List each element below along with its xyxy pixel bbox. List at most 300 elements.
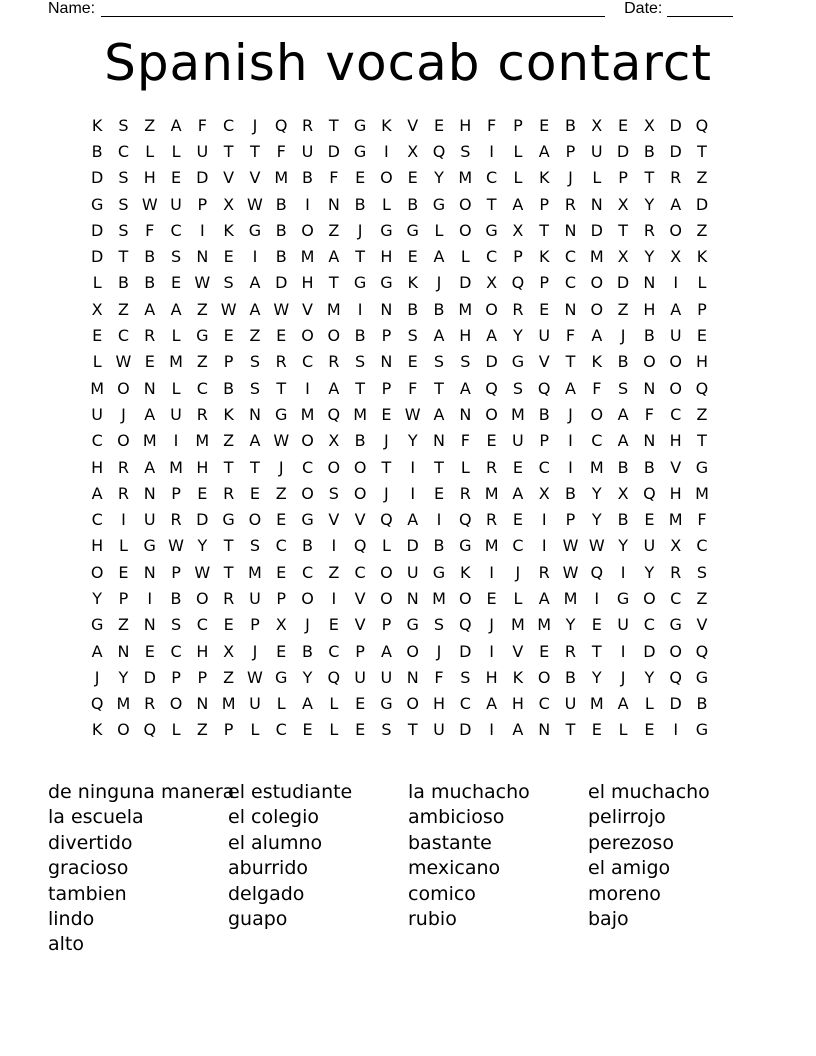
grid-letter: T: [381, 457, 392, 477]
grid-letter: A: [617, 431, 629, 451]
grid-letter: J: [384, 483, 389, 503]
grid-letter: C: [591, 431, 603, 451]
grid-letter: Z: [617, 299, 629, 319]
grid-letter: L: [460, 247, 470, 267]
word-list-item: gracioso: [48, 857, 129, 880]
word-list: [48, 780, 768, 958]
grid-letter: G: [695, 720, 709, 740]
grid-letter: I: [541, 510, 547, 530]
grid-letter: S: [355, 352, 366, 372]
grid-letter: G: [695, 457, 709, 477]
grid-letter: M: [484, 536, 499, 556]
grid-letter: I: [173, 431, 179, 451]
grid-letter: N: [143, 615, 156, 635]
grid-letter: E: [223, 247, 234, 267]
grid-letter: P: [565, 141, 576, 161]
grid-letter: S: [381, 720, 392, 740]
word-list-item: guapo: [228, 907, 288, 930]
grid-letter: G: [353, 141, 367, 161]
grid-letter: Y: [197, 536, 208, 556]
grid-letter: R: [538, 562, 550, 582]
grid-letter: M: [563, 588, 578, 608]
grid-letter: C: [538, 457, 550, 477]
grid-letter: G: [695, 667, 709, 687]
grid-letter: E: [407, 168, 418, 188]
grid-letter: B: [565, 667, 576, 687]
grid-letter: O: [353, 483, 367, 503]
grid-letter: E: [539, 299, 550, 319]
grid-letter: D: [590, 220, 603, 240]
grid-letter: D: [643, 641, 656, 661]
grid-letter: O: [301, 220, 314, 240]
grid-letter: J: [305, 615, 310, 635]
grid-letter: S: [223, 273, 234, 293]
grid-letter: F: [697, 510, 707, 530]
date-line[interactable]: [667, 0, 733, 17]
grid-letter: I: [620, 562, 626, 582]
grid-letter: O: [301, 326, 314, 346]
grid-letter: R: [512, 299, 524, 319]
grid-letter: C: [538, 694, 550, 714]
grid-letter: P: [539, 194, 550, 214]
grid-letter: O: [196, 588, 209, 608]
grid-letter: H: [91, 457, 104, 477]
grid-letter: T: [223, 457, 234, 477]
grid-letter: G: [275, 667, 288, 687]
grid-letter: J: [568, 404, 573, 424]
date-label: Date:: [624, 0, 663, 17]
grid-letter: G: [432, 562, 446, 582]
grid-letter: I: [673, 720, 679, 740]
grid-letter: O: [485, 404, 498, 424]
grid-letter: U: [590, 141, 603, 161]
grid-letter: B: [433, 536, 445, 556]
grid-letter: Q: [669, 667, 682, 687]
grid-letter: X: [223, 641, 235, 661]
grid-letter: M: [510, 404, 525, 424]
grid-letter: G: [380, 273, 393, 293]
grid-letter: W: [247, 667, 263, 687]
grid-letter: P: [118, 588, 129, 608]
grid-letter: L: [92, 352, 102, 372]
grid-letter: H: [196, 457, 209, 477]
grid-letter: B: [302, 536, 314, 556]
grid-letter: Y: [618, 536, 628, 556]
grid-letter: C: [301, 562, 314, 582]
grid-letter: V: [249, 168, 261, 188]
grid-letter: D: [459, 273, 472, 293]
grid-letter: J: [489, 615, 494, 635]
grid-letter: V: [696, 615, 708, 635]
grid-letter: I: [384, 141, 389, 161]
grid-letter: I: [357, 299, 363, 319]
grid-letter: O: [643, 352, 656, 372]
grid-letter: M: [510, 615, 525, 635]
word-list-item: la escuela: [48, 806, 144, 829]
grid-letter: E: [407, 247, 418, 267]
grid-letter: N: [380, 299, 393, 319]
grid-letter: P: [171, 562, 181, 582]
grid-letter: J: [121, 404, 126, 424]
grid-letter: Z: [117, 615, 129, 635]
grid-letter: G: [459, 536, 472, 556]
word-list-item: lindo: [48, 907, 95, 930]
grid-letter: O: [301, 588, 314, 608]
name-label: Name:: [48, 0, 96, 17]
grid-letter: B: [275, 194, 287, 214]
grid-letter: Y: [118, 667, 129, 687]
grid-letter: N: [406, 588, 419, 608]
grid-letter: A: [486, 694, 498, 714]
grid-letter: Y: [407, 431, 418, 451]
grid-letter: T: [355, 247, 365, 267]
grid-letter: A: [617, 404, 629, 424]
grid-letter: L: [118, 536, 128, 556]
grid-letter: E: [118, 562, 129, 582]
grid-letter: E: [407, 352, 418, 372]
grid-letter: L: [381, 536, 391, 556]
grid-letter: F: [197, 115, 207, 135]
grid-letter: R: [328, 352, 340, 372]
grid-letter: I: [331, 536, 337, 556]
grid-letter: Q: [380, 510, 393, 530]
grid-letter: A: [249, 273, 261, 293]
grid-letter: H: [143, 168, 156, 188]
grid-letter: I: [121, 510, 126, 530]
grid-letter: K: [223, 220, 234, 240]
grid-letter: A: [538, 588, 550, 608]
grid-letter: E: [355, 720, 366, 740]
word-list-item: perezoso: [588, 831, 674, 854]
grid-letter: S: [407, 326, 418, 346]
grid-letter: U: [617, 615, 629, 635]
grid-letter: T: [223, 536, 234, 556]
grid-letter: T: [250, 457, 260, 477]
grid-letter: A: [433, 247, 445, 267]
grid-letter: G: [380, 694, 393, 714]
grid-letter: F: [592, 378, 602, 398]
grid-letter: B: [354, 431, 366, 451]
grid-letter: W: [273, 431, 290, 451]
grid-letter: O: [248, 510, 262, 530]
grid-letter: A: [91, 483, 103, 503]
grid-letter: C: [91, 431, 103, 451]
grid-letter: P: [618, 168, 628, 188]
grid-letter: G: [380, 220, 393, 240]
grid-letter: T: [697, 141, 707, 161]
grid-letter: S: [170, 247, 182, 267]
grid-letter: O: [380, 588, 393, 608]
grid-letter: R: [564, 194, 577, 214]
grid-letter: R: [564, 641, 577, 661]
grid-letter: Y: [591, 510, 602, 530]
grid-letter: E: [170, 168, 182, 188]
grid-letter: P: [513, 247, 523, 267]
name-date-header: [48, 0, 742, 20]
grid-letter: R: [144, 694, 156, 714]
word-list-item: el alumno: [228, 831, 323, 854]
word-list-item: alto: [48, 933, 84, 956]
grid-letter: L: [92, 273, 102, 293]
grid-letter: E: [144, 641, 155, 661]
grid-letter: K: [696, 247, 708, 267]
grid-letter: C: [117, 326, 130, 346]
grid-letter: N: [143, 483, 156, 503]
grid-letter: A: [433, 326, 445, 346]
grid-letter: G: [275, 404, 288, 424]
grid-letter: B: [565, 483, 576, 503]
grid-letter: D: [616, 141, 630, 161]
grid-letter: P: [197, 194, 208, 214]
grid-letter: D: [616, 273, 630, 293]
grid-letter: O: [485, 299, 498, 319]
grid-letter: L: [513, 141, 523, 161]
grid-letter: M: [589, 247, 604, 267]
grid-letter: V: [538, 352, 550, 372]
grid-letter: C: [643, 615, 655, 635]
grid-letter: E: [223, 326, 234, 346]
grid-letter: O: [459, 220, 472, 240]
grid-letter: B: [617, 457, 629, 477]
grid-letter: Y: [644, 247, 655, 267]
grid-letter: D: [669, 694, 682, 714]
grid-letter: P: [171, 483, 181, 503]
grid-letter: M: [458, 299, 473, 319]
grid-letter: V: [354, 588, 366, 608]
word-list-item: mexicano: [408, 857, 501, 880]
grid-letter: D: [90, 220, 104, 240]
grid-letter: A: [591, 326, 603, 346]
grid-letter: C: [91, 510, 103, 530]
grid-letter: S: [460, 141, 471, 161]
grid-letter: F: [145, 220, 155, 240]
grid-letter: Q: [695, 378, 709, 398]
grid-letter: W: [168, 536, 184, 556]
grid-letter: O: [406, 694, 419, 714]
grid-letter: P: [381, 378, 392, 398]
grid-letter: X: [328, 431, 340, 451]
grid-letter: D: [669, 115, 682, 135]
grid-letter: D: [143, 667, 156, 687]
name-line[interactable]: [101, 0, 605, 17]
grid-letter: Y: [434, 168, 444, 188]
grid-letter: F: [434, 667, 444, 687]
grid-letter: F: [644, 404, 654, 424]
grid-letter: B: [91, 141, 103, 161]
grid-letter: V: [302, 299, 313, 319]
grid-letter: Y: [644, 562, 655, 582]
grid-letter: L: [329, 694, 339, 714]
grid-letter: A: [459, 378, 471, 398]
grid-letter: F: [329, 168, 339, 188]
grid-letter: N: [327, 194, 340, 214]
grid-letter: D: [406, 536, 419, 556]
grid-letter: Y: [92, 588, 103, 608]
grid-letter: I: [252, 247, 258, 267]
grid-letter: I: [331, 588, 337, 608]
grid-letter: P: [171, 667, 181, 687]
grid-letter: F: [487, 115, 497, 135]
grid-letter: J: [252, 641, 258, 661]
grid-letter: Z: [328, 220, 340, 240]
grid-letter: D: [459, 720, 472, 740]
grid-letter: D: [669, 141, 682, 161]
grid-letter: L: [171, 141, 181, 161]
grid-letter: T: [591, 641, 602, 661]
grid-letter: M: [458, 168, 473, 188]
grid-letter: T: [565, 352, 576, 372]
grid-letter: O: [406, 641, 419, 661]
grid-letter: O: [669, 352, 682, 372]
grid-letter: X: [643, 115, 655, 135]
grid-letter: E: [381, 404, 392, 424]
grid-letter: X: [617, 247, 629, 267]
grid-letter: Q: [327, 667, 341, 687]
grid-letter: T: [355, 378, 365, 398]
grid-letter: P: [223, 720, 234, 740]
grid-letter: U: [170, 194, 182, 214]
grid-letter: O: [590, 299, 604, 319]
grid-letter: P: [565, 510, 576, 530]
grid-letter: A: [486, 326, 498, 346]
grid-letter: M: [248, 562, 262, 582]
grid-letter: C: [564, 273, 577, 293]
grid-letter: T: [407, 720, 418, 740]
grid-letter: D: [275, 273, 288, 293]
grid-letter: O: [537, 667, 551, 687]
grid-letter: V: [512, 641, 524, 661]
grid-letter: G: [301, 510, 314, 530]
page-title: Spanish vocab contarct: [104, 34, 712, 92]
grid-letter: E: [486, 431, 497, 451]
grid-letter: Q: [537, 378, 551, 398]
grid-letter: J: [620, 667, 626, 687]
grid-letter: M: [116, 694, 131, 714]
grid-letter: W: [220, 299, 237, 319]
grid-letter: G: [353, 115, 367, 135]
grid-letter: C: [696, 536, 708, 556]
grid-letter: L: [250, 720, 260, 740]
grid-letter: A: [512, 194, 524, 214]
grid-letter: S: [433, 352, 445, 372]
grid-letter: H: [432, 694, 446, 714]
grid-letter: S: [618, 378, 629, 398]
grid-letter: N: [433, 431, 445, 451]
grid-letter: L: [618, 720, 628, 740]
grid-letter: T: [223, 141, 234, 161]
grid-letter: S: [512, 378, 523, 398]
grid-letter: Q: [90, 694, 104, 714]
grid-letter: U: [91, 404, 103, 424]
grid-letter: C: [328, 641, 340, 661]
grid-letter: M: [537, 615, 552, 635]
grid-letter: O: [327, 457, 341, 477]
grid-letter: E: [249, 483, 260, 503]
grid-letter: A: [91, 641, 103, 661]
grid-letter: B: [617, 510, 629, 530]
grid-letter: A: [144, 457, 156, 477]
grid-letter: E: [539, 641, 550, 661]
grid-letter: A: [144, 299, 156, 319]
grid-letter: A: [380, 641, 392, 661]
word-list-item: de ninguna manera: [48, 781, 235, 803]
grid-letter: U: [301, 141, 314, 161]
grid-letter: D: [90, 168, 104, 188]
grid-letter: R: [486, 510, 498, 530]
grid-letter: B: [275, 247, 287, 267]
grid-letter: B: [223, 378, 235, 398]
word-list-item: la muchacho: [408, 781, 530, 803]
grid-letter: Y: [591, 667, 602, 687]
grid-letter: H: [511, 694, 524, 714]
grid-letter: C: [486, 247, 498, 267]
grid-letter: E: [328, 615, 339, 635]
letter-grid: [84, 112, 715, 743]
grid-letter: C: [354, 562, 366, 582]
grid-letter: D: [327, 141, 340, 161]
grid-letter: M: [169, 457, 183, 477]
grid-letter: Y: [302, 667, 313, 687]
grid-letter: R: [196, 404, 208, 424]
grid-letter: H: [485, 667, 498, 687]
grid-letter: C: [196, 378, 208, 398]
grid-letter: E: [92, 326, 103, 346]
grid-letter: G: [616, 588, 630, 608]
grid-letter: E: [618, 115, 629, 135]
grid-letter: K: [91, 720, 103, 740]
grid-letter: W: [404, 404, 421, 424]
grid-letter: H: [643, 299, 656, 319]
grid-letter: O: [590, 273, 604, 293]
grid-letter: L: [329, 720, 339, 740]
grid-letter: X: [670, 536, 682, 556]
grid-letter: B: [170, 588, 182, 608]
grid-letter: N: [590, 194, 603, 214]
grid-letter: E: [433, 115, 445, 135]
word-list-item: el estudiante: [228, 781, 353, 803]
grid-letter: N: [643, 378, 656, 398]
grid-letter: B: [696, 694, 708, 714]
grid-letter: K: [91, 115, 103, 135]
grid-letter: R: [670, 168, 682, 188]
grid-letter: M: [432, 588, 446, 608]
grid-letter: P: [381, 615, 392, 635]
grid-letter: S: [460, 667, 471, 687]
grid-letter: J: [568, 168, 573, 188]
grid-letter: L: [276, 694, 286, 714]
grid-letter: L: [145, 141, 155, 161]
grid-letter: Q: [643, 483, 656, 503]
grid-letter: A: [512, 720, 524, 740]
grid-letter: T: [434, 457, 444, 477]
grid-letter: F: [460, 431, 470, 451]
grid-letter: W: [141, 194, 158, 214]
grid-letter: R: [459, 483, 471, 503]
word-list-item: divertido: [48, 831, 133, 854]
grid-letter: U: [433, 720, 445, 740]
grid-letter: Q: [695, 115, 709, 135]
grid-letter: T: [328, 115, 339, 135]
grid-letter: P: [513, 115, 523, 135]
grid-letter: X: [486, 273, 498, 293]
grid-letter: H: [196, 641, 209, 661]
word-list-item: bastante: [408, 831, 492, 854]
grid-letter: T: [118, 247, 129, 267]
grid-letter: B: [538, 404, 550, 424]
grid-letter: R: [223, 588, 235, 608]
grid-letter: W: [562, 536, 579, 556]
grid-letter: T: [223, 562, 234, 582]
